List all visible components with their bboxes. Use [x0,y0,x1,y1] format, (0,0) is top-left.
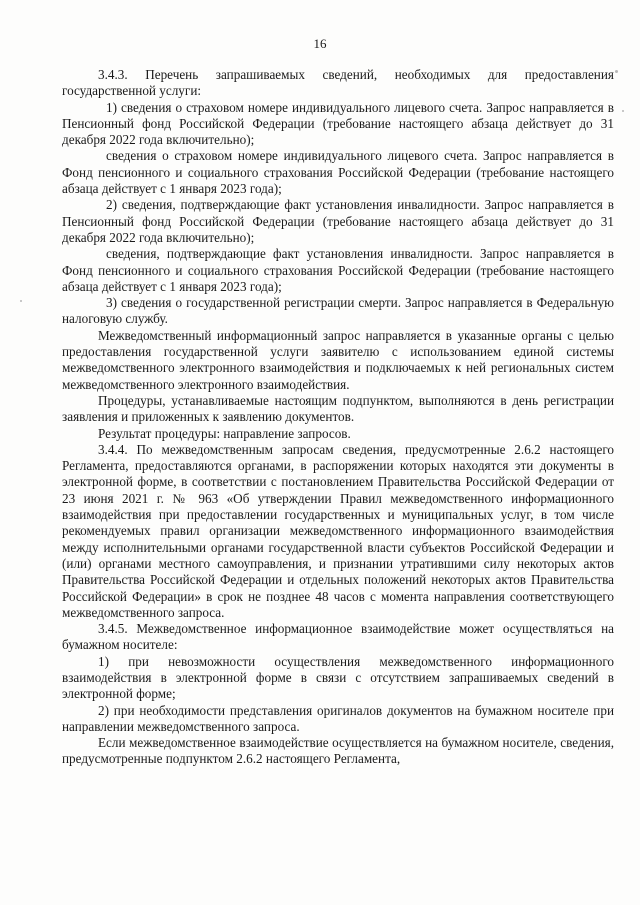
paragraph-3-4-4: 3.4.4. По межведомственным запросам сведения, предусмотренные 2.6.2 настоящего Регламента, предоставляются органами, в распоряжении которых находятся эти документы в электронной форме, в соответствии с постановлением Правительства Российской Федерации от 23 июня 2021 г. № 963 «Об утверждении Правил межведомственного информационного взаимодействия при предоставлении государственных и муниципальных услуг, в том числе рекомендуемых правил организации межведомственного информационного взаимодействия между исполнительными органами государственной власти субъектов Российской Федерации и (или) органами местного самоуправления, и признании утратившими силу некоторых актов Правительства Российской Федерации и отдельных положений некоторых актов Правительства Российской Федерации» в срок не позднее 48 часов с момента направления соответствующего межведомственного запроса. [62,441,614,620]
paragraph-item-2-new: сведения, подтверждающие факт установления инвалидности. Запрос направляется в Фонд пенсионного и социального страхования Российской Федерации (требование настоящего абзаца действует с 1 января 2023 года); [62,246,614,294]
paragraph-3-4-3: 3.4.3. Перечень запрашиваемых сведений, необходимых для предоставления государственной услуги: [62,67,614,99]
paragraph-item-2: 2) сведения, подтверждающие факт установления инвалидности. Запрос направляется в Пенсионный фонд Российской Федерации (требование настоящего абзаца действует до 31 декабря 2022 года включительно); [62,197,614,245]
page-number: 16 [313,36,327,51]
document-body [62,67,614,768]
paragraph-paper-item-1: 1) при невозможности осуществления межведомственного информационного взаимодействия в электронной форме в связи с отсутствием запрашиваемых сведений в электронной форме; [62,653,614,702]
paragraph-paper-item-2: 2) при необходимости представления оригиналов документов на бумажном носителе при направлении межведомственного запроса. [62,702,614,734]
paragraph-item-3: 3) сведения о государственной регистрации смерти. Запрос направляется в Федеральную налоговую службу. [62,295,614,327]
paragraph-procedures: Процедуры, устанавливаемые настоящим подпунктом, выполняются в день регистрации заявления и приложенных к заявлению документов. [62,392,614,425]
paragraph-item-1-new: сведения о страховом номере индивидуального лицевого счета. Запрос направляется в Фонд пенсионного и социального страхования Российской Федерации (требование настоящего абзаца действует с 1 января 2023 года); [62,148,614,197]
scan-artifact [20,300,22,302]
paragraph-result: Результат процедуры: направление запросов. [98,425,351,441]
paragraph-3-4-5: 3.4.5. Межведомственное информационное взаимодействие может осуществляться на бумажном носителе: [62,621,614,653]
paragraph-item-1: 1) сведения о страховом номере индивидуального лицевого счета. Запрос направляется в Пенсионный фонд Российской Федерации (требование настоящего абзаца действует до 31 декабря 2022 года включительно); [62,99,614,148]
scan-artifact [615,70,618,73]
paragraph-paper-condition: Если межведомственное взаимодействие осуществляется на бумажном носителе, сведения, предусмотренные подпунктом 2.6.2 настоящего Регламента, [62,735,614,767]
paragraph-request-info: Межведомственный информационный запрос направляется в указанные органы с целью предоставления государственной услуги заявителю с использованием единой системы межведомственного электронного взаимодействия и подключаемых к ней региональных систем межведомственного электронного взаимодействия. [62,327,614,392]
scan-artifact [622,110,624,112]
